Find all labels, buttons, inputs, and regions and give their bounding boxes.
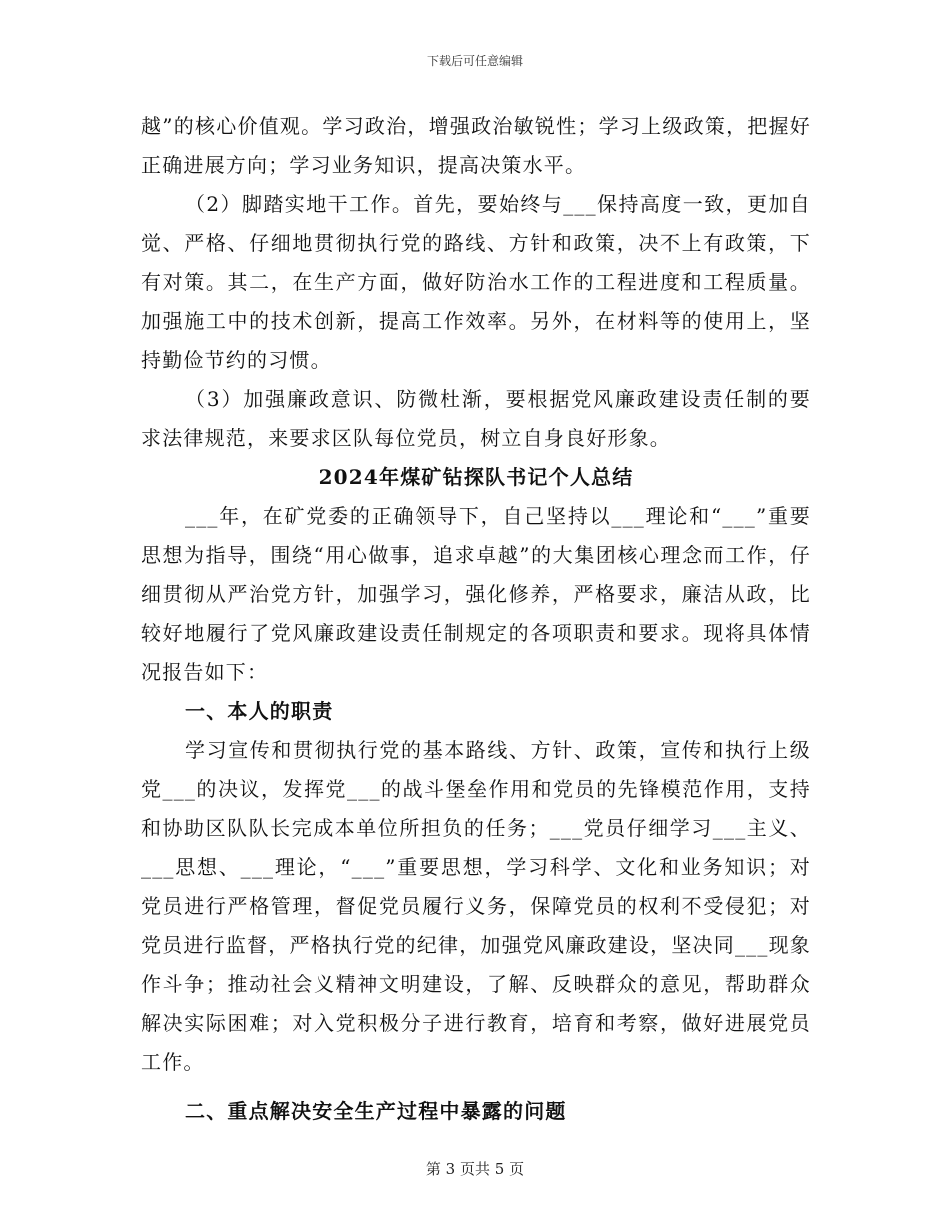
document-body: [141, 107, 811, 1131]
section-heading-1: 一、本人的职责: [185, 699, 334, 723]
document-title: 2024年煤矿钻探队书记个人总结: [318, 465, 634, 489]
paragraph-intro: ___年，在矿党委的正确领导下，自己坚持以___理论和“___”重要思想为指导，围绕“用心做事，追求卓越”的大集团核心理念而工作，仔细贯彻从严治党方针，加强学习，强化修养，严格要求，廉洁从政，比较好地履行了党风廉政建设责任制规定的各项职责和要求。现将具体情况报告如下：: [141, 504, 811, 684]
section-heading-2: 二、重点解决安全生产过程中暴露的问题: [185, 1099, 567, 1123]
page-number: 第 3 页共 5 页: [425, 1160, 525, 1178]
paragraph-duties: 学习宣传和贯彻执行党的基本路线、方针、政策，宣传和执行上级党___的决议，发挥党___的战斗堡垒作用和党员的先锋模范作用，支持和协助区队队长完成本单位所担负的任务；___党员仔细学习___主义、___思想、___理论，“___”重要思想，学习科学、文化和业务知识；对党员进行严格管理，督促党员履行义务，保障党员的权利不受侵犯；对党员进行监督，严格执行党的纪律，加强党风廉政建设，坚决同___现象作斗争；推动社会义精神文明建设，了解、反映群众的意见，帮助群众解决实际困难；对入党积极分子进行教育，培育和考察，做好进展党员工作。: [141, 738, 811, 1074]
page-header-note: 下载后可任意编辑: [426, 54, 523, 68]
paragraph-item-3: （3）加强廉政意识、防微杜渐，要根据党风廉政建设责任制的要求法律规范，来要求区队每位党员，树立自身良好形象。: [141, 387, 811, 450]
paragraph-item-2: （2）脚踏实地干工作。首先，要始终与___保持高度一致，更加自觉、严格、仔细地贯彻执行党的路线、方针和政策，决不上有政策，下有对策。其二，在生产方面，做好防治水工作的工程进度和工程质量。加强施工中的技术创新，提高工作效率。另外，在材料等的使用上，坚持勤俭节约的习惯。: [141, 192, 811, 372]
paragraph-continued: 越”的核心价值观。学习政治，增强政治敏锐性；学习上级政策，把握好正确进展方向；学习业务知识，提高决策水平。: [141, 114, 811, 177]
